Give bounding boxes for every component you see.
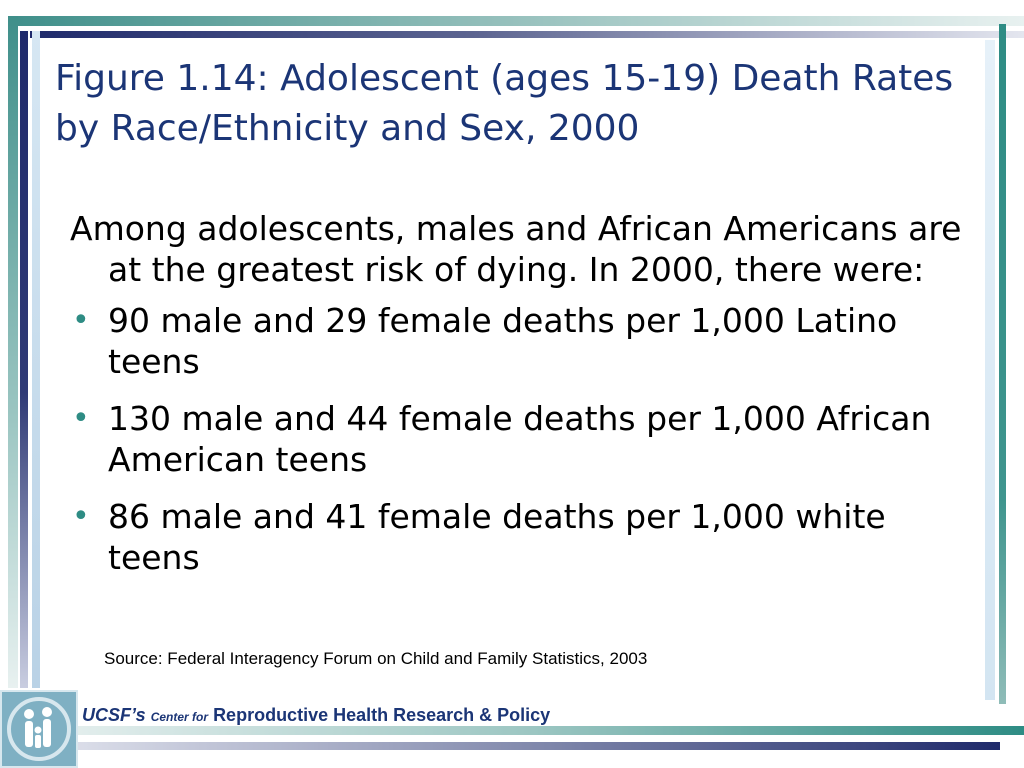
- slide-body: [70, 208, 970, 594]
- footer-organization: [82, 705, 550, 726]
- bullet-dot-icon: •: [72, 499, 90, 534]
- frame-left-light-line: [32, 31, 40, 688]
- frame-left-teal-line: [8, 16, 18, 688]
- bullet-item-latino: [70, 300, 970, 382]
- frame-bottom-navy-line: [30, 742, 1000, 750]
- frame-top-navy-line: [30, 31, 1024, 38]
- bullet-text: 130 male and 44 female deaths per 1,000 African American teens: [108, 399, 932, 479]
- bullet-item-white: [70, 496, 970, 578]
- bullet-dot-icon: •: [72, 401, 90, 436]
- intro-paragraph: Among adolescents, males and African Americans are at the greatest risk of dying. In 2000, there were:: [70, 209, 962, 289]
- bullet-text: 86 male and 41 female deaths per 1,000 white teens: [108, 497, 886, 577]
- bullet-dot-icon: •: [72, 303, 90, 338]
- frame-top-teal-line: [8, 16, 1024, 26]
- bullet-list: [70, 300, 970, 578]
- footer-org-name: Reproductive Health Research & Policy: [213, 705, 551, 725]
- bullet-item-african-american: [70, 398, 970, 480]
- frame-right-teal-line: [999, 24, 1006, 704]
- source-citation: Source: Federal Interagency Forum on Child and Family Statistics, 2003: [104, 649, 648, 668]
- family-figures-logo-icon: [0, 690, 78, 768]
- frame-right-light-line: [985, 40, 995, 700]
- bullet-text: 90 male and 29 female deaths per 1,000 Latino teens: [108, 301, 898, 381]
- frame-left-navy-line: [20, 31, 28, 688]
- footer-center-for: Center for: [150, 710, 209, 724]
- slide-title: Figure 1.14: Adolescent (ages 15-19) Death Rates by Race/Ethnicity and Sex, 2000: [55, 58, 954, 149]
- frame-bottom-teal-line: [40, 726, 1024, 735]
- footer-ucsf: UCSF’s: [82, 705, 146, 725]
